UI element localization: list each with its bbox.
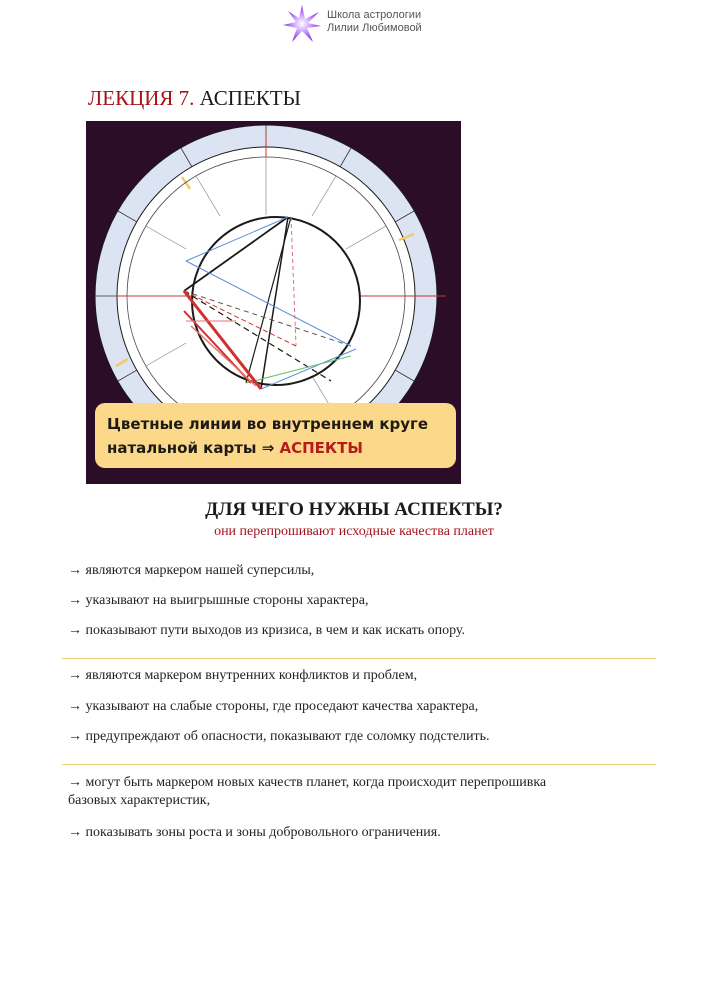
- lecture-topic: АСПЕКТЫ: [199, 86, 301, 110]
- section-subtitle: они перепрошивают исходные качества планет: [214, 524, 494, 539]
- list-item: → показывать зоны роста и зоны добровольного ограничения.: [68, 825, 441, 840]
- callout-box: [95, 403, 456, 468]
- callout-line1: Цветные линии во внутреннем круге: [107, 415, 429, 433]
- callout-accent: АСПЕКТЫ: [279, 439, 363, 457]
- lecture-title: [88, 86, 301, 111]
- divider: [62, 658, 656, 659]
- callout-line2: [107, 436, 428, 460]
- list-item: → указывают на выигрышные стороны характера,: [68, 593, 369, 608]
- star-logo-icon: [282, 4, 322, 44]
- list-item: → показывают пути выходов из кризиса, в чем и как искать опору.: [68, 623, 465, 638]
- divider: [62, 764, 656, 765]
- list-item: → являются маркером внутренних конфликтов и проблем,: [68, 668, 418, 683]
- callout-text: [107, 412, 428, 460]
- lecture-number: ЛЕКЦИЯ 7.: [88, 86, 195, 110]
- list-item: → предупреждают об опасности, показывают где соломку подстелить.: [68, 729, 490, 744]
- list-item: → могут быть маркером новых качеств планет, когда происходит перепрошивка базовых характеристик,: [68, 775, 547, 808]
- callout-line2-prefix: натальной карты ⇒: [107, 439, 275, 457]
- list-item: → указывают на слабые стороны, где проседают качества характера,: [68, 699, 479, 714]
- section-title: ДЛЯ ЧЕГО НУЖНЫ АСПЕКТЫ?: [205, 499, 503, 520]
- list-item: → являются маркером нашей суперсилы,: [68, 563, 315, 578]
- school-name-line1: Школа астрологии: [327, 9, 422, 21]
- school-name: [327, 9, 422, 35]
- school-name-line2: Лилии Любимовой: [327, 22, 422, 34]
